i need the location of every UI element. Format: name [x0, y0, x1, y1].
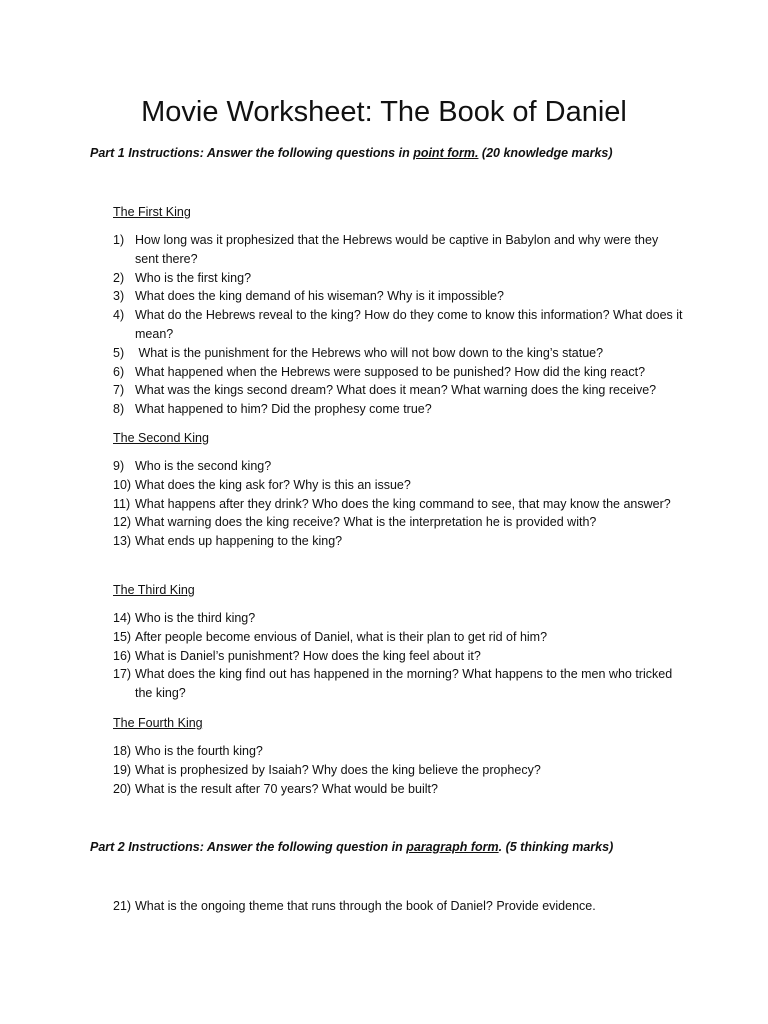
question-text: What does the king find out has happened in the morning? What happens to the men who tricked the king?	[135, 667, 673, 701]
question-text: What was the kings second dream? What does it mean? What warning does the king receive?	[135, 383, 657, 398]
question-number: 21)	[113, 899, 132, 913]
question-text: How long was it prophesized that the Hebrews would be captive in Babylon and why were they sent there?	[135, 233, 659, 266]
question-item	[113, 513, 683, 532]
question-text: After people become envious of Daniel, what is their plan to get rid of him?	[135, 629, 548, 644]
question-item	[113, 532, 683, 551]
question-item	[113, 231, 683, 269]
question-number: 14)	[113, 611, 132, 625]
question-text: What happens after they drink? Who does the king command to see, that may know the answer?	[135, 496, 671, 511]
section-heading-fourth-king: The Fourth King	[113, 716, 203, 730]
part2-instructions-suffix: . (5 thinking marks)	[498, 840, 614, 854]
question-number: 12)	[113, 515, 132, 530]
part2-instructions-emphasis: paragraph form	[406, 840, 499, 854]
question-item	[113, 269, 683, 288]
question-number: 1)	[113, 233, 125, 247]
part2-instructions-prefix: Part 2 Instructions: Answer the following question in	[90, 840, 407, 854]
question-text: What warning does the king receive? What is the interpretation he is provided with?	[135, 515, 597, 530]
question-number: 11)	[113, 496, 131, 511]
question-list-part2	[113, 897, 683, 916]
question-number: 6)	[113, 364, 125, 379]
part1-instructions	[90, 145, 613, 161]
question-text: What is the ongoing theme that runs through the book of Daniel? Provide evidence.	[135, 899, 596, 913]
part2-instructions	[90, 839, 613, 855]
part1-instructions-prefix: Part 1 Instructions: Answer the following questions in	[90, 146, 414, 160]
question-text: Who is the third king?	[135, 611, 256, 625]
question-item	[113, 665, 683, 703]
question-number: 4)	[113, 308, 125, 323]
question-text: Who is the second king?	[135, 459, 272, 473]
question-number: 2)	[113, 270, 125, 285]
question-text: What happened to him? Did the prophesy come true?	[135, 402, 432, 417]
question-text: What is Daniel’s punishment? How does the king feel about it?	[135, 648, 481, 663]
question-item	[113, 647, 683, 666]
question-number: 13)	[113, 534, 132, 549]
question-list-first-king	[113, 231, 683, 419]
section-heading-third-king: The Third King	[113, 583, 195, 597]
question-item	[113, 780, 683, 799]
question-list-second-king	[113, 457, 683, 551]
question-item	[113, 609, 683, 628]
question-item	[113, 476, 683, 495]
question-item	[113, 306, 683, 344]
question-number: 7)	[113, 383, 125, 398]
question-item	[113, 363, 683, 382]
question-text: What ends up happening to the king?	[135, 534, 343, 549]
question-text: What does the king demand of his wiseman? Why is it impossible?	[135, 289, 504, 304]
question-text: Who is the first king?	[135, 270, 252, 285]
question-text: What happened when the Hebrews were supposed to be punished? How did the king react?	[135, 364, 646, 379]
question-item	[113, 761, 683, 780]
question-item	[113, 897, 683, 916]
question-text: What is prophesized by Isaiah? Why does the king believe the prophecy?	[135, 762, 541, 777]
part1-instructions-suffix: (20 knowledge marks)	[478, 146, 613, 160]
question-number: 19)	[113, 762, 132, 777]
question-number: 18)	[113, 744, 132, 758]
question-list-fourth-king	[113, 742, 683, 798]
question-number: 3)	[113, 289, 125, 304]
question-number: 10)	[113, 477, 132, 492]
question-number: 17)	[113, 667, 132, 682]
question-number: 5)	[113, 345, 125, 360]
question-text: What is the result after 70 years? What would be built?	[135, 781, 438, 796]
question-number: 9)	[113, 459, 125, 473]
section-heading-second-king: The Second King	[113, 431, 209, 445]
question-item	[113, 381, 683, 400]
question-list-third-king	[113, 609, 683, 703]
question-item	[113, 628, 683, 647]
question-number: 20)	[113, 781, 132, 796]
question-number: 8)	[113, 402, 125, 417]
question-number: 16)	[113, 648, 132, 663]
question-number: 15)	[113, 629, 132, 644]
question-text: What does the king ask for? Why is this an issue?	[135, 477, 411, 492]
question-item	[113, 287, 683, 306]
question-text: What is the punishment for the Hebrews who will not bow down to the king’s statue?	[135, 345, 604, 360]
question-item	[113, 457, 683, 476]
question-item	[113, 495, 683, 514]
page-title: Movie Worksheet: The Book of Daniel	[141, 96, 627, 128]
question-item	[113, 400, 683, 419]
question-item	[113, 344, 683, 363]
question-text: Who is the fourth king?	[135, 744, 263, 758]
question-text: What do the Hebrews reveal to the king? How do they come to know this information? What does it mean?	[135, 308, 683, 341]
question-item	[113, 742, 683, 761]
section-heading-first-king: The First King	[113, 205, 191, 219]
part1-instructions-emphasis: point form.	[413, 146, 479, 160]
